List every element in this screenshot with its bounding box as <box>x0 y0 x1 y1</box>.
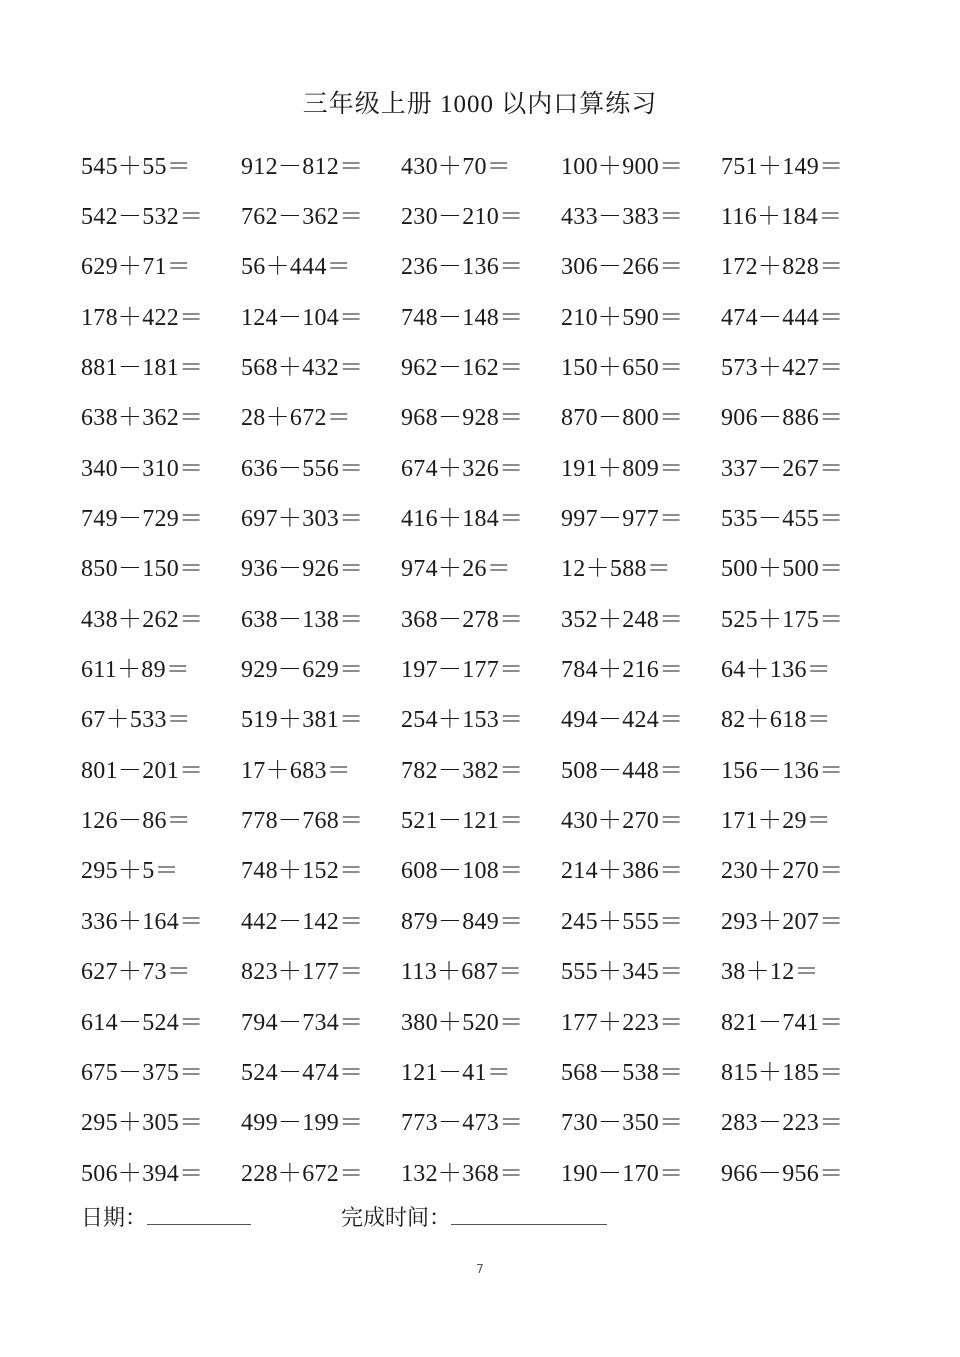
arithmetic-problem: 295＋5＝ <box>81 858 179 885</box>
problem-row <box>81 944 881 994</box>
arithmetic-problem: 474－444＝ <box>721 304 844 331</box>
arithmetic-problem: 380＋520＝ <box>401 1009 524 1036</box>
problem-row <box>81 440 881 490</box>
arithmetic-problem: 730－350＝ <box>561 1110 684 1137</box>
arithmetic-problem: 230＋270＝ <box>721 858 844 885</box>
arithmetic-problem: 638－138＝ <box>241 606 364 633</box>
problem-row <box>81 239 881 289</box>
arithmetic-problem: 336＋164＝ <box>81 908 204 935</box>
arithmetic-problem: 748＋152＝ <box>241 858 364 885</box>
arithmetic-problem: 245＋555＝ <box>561 908 684 935</box>
arithmetic-problem: 116＋184＝ <box>721 204 843 231</box>
problem-row <box>81 1095 881 1145</box>
arithmetic-problem: 132＋368＝ <box>401 1160 524 1187</box>
problem-row <box>81 843 881 893</box>
arithmetic-problem: 801－201＝ <box>81 757 204 784</box>
arithmetic-problem: 881－181＝ <box>81 355 204 382</box>
arithmetic-problem: 573＋427＝ <box>721 355 844 382</box>
arithmetic-problem: 56＋444＝ <box>241 254 352 281</box>
arithmetic-problem: 191＋809＝ <box>561 455 684 482</box>
arithmetic-problem: 749－729＝ <box>81 506 204 533</box>
problem-row <box>81 138 881 188</box>
arithmetic-problem: 611＋89＝ <box>81 657 191 684</box>
completion-time-blank-line[interactable] <box>451 1196 607 1225</box>
arithmetic-problem: 525＋175＝ <box>721 606 844 633</box>
arithmetic-problem: 870－800＝ <box>561 405 684 432</box>
arithmetic-problem: 337－267＝ <box>721 455 844 482</box>
arithmetic-problem: 542－532＝ <box>81 204 204 231</box>
problem-row <box>81 641 881 691</box>
problem-row <box>81 490 881 540</box>
arithmetic-problem: 966－956＝ <box>721 1160 844 1187</box>
arithmetic-problem: 150＋650＝ <box>561 355 684 382</box>
arithmetic-problem: 236－136＝ <box>401 254 524 281</box>
arithmetic-problem: 997－977＝ <box>561 506 684 533</box>
arithmetic-problem: 929－629＝ <box>241 657 364 684</box>
arithmetic-problem: 124－104＝ <box>241 304 364 331</box>
arithmetic-problem: 178＋422＝ <box>81 304 204 331</box>
arithmetic-problem: 368－278＝ <box>401 606 524 633</box>
problem-row <box>81 692 881 742</box>
arithmetic-problem: 906－886＝ <box>721 405 844 432</box>
arithmetic-problem: 614－524＝ <box>81 1009 204 1036</box>
arithmetic-problem: 177＋223＝ <box>561 1009 684 1036</box>
arithmetic-problem: 494－424＝ <box>561 707 684 734</box>
arithmetic-problem: 230－210＝ <box>401 204 524 231</box>
arithmetic-problem: 762－362＝ <box>241 204 364 231</box>
arithmetic-problem: 306－266＝ <box>561 254 684 281</box>
arithmetic-problem: 535－455＝ <box>721 506 844 533</box>
problem-grid <box>81 138 881 1195</box>
arithmetic-problem: 156－136＝ <box>721 757 844 784</box>
problem-row <box>81 1044 881 1094</box>
arithmetic-problem: 190－170＝ <box>561 1160 684 1187</box>
arithmetic-problem: 773－473＝ <box>401 1110 524 1137</box>
arithmetic-problem: 433－383＝ <box>561 204 684 231</box>
arithmetic-problem: 751＋149＝ <box>721 153 844 180</box>
arithmetic-problem: 638＋362＝ <box>81 405 204 432</box>
arithmetic-problem: 936－926＝ <box>241 556 364 583</box>
arithmetic-problem: 100＋900＝ <box>561 153 684 180</box>
arithmetic-problem: 784＋216＝ <box>561 657 684 684</box>
arithmetic-problem: 555＋345＝ <box>561 959 684 986</box>
arithmetic-problem: 568＋432＝ <box>241 355 364 382</box>
problem-row <box>81 1145 881 1195</box>
footer <box>81 1196 607 1232</box>
arithmetic-problem: 545＋55＝ <box>81 153 192 180</box>
arithmetic-problem: 912－812＝ <box>241 153 364 180</box>
arithmetic-problem: 823＋177＝ <box>241 959 364 986</box>
arithmetic-problem: 608－108＝ <box>401 858 524 885</box>
arithmetic-problem: 519＋381＝ <box>241 707 364 734</box>
arithmetic-problem: 293＋207＝ <box>721 908 844 935</box>
problem-row <box>81 994 881 1044</box>
arithmetic-problem: 674＋326＝ <box>401 455 524 482</box>
date-blank-line[interactable] <box>147 1196 251 1225</box>
arithmetic-problem: 171＋29＝ <box>721 808 832 835</box>
problem-row <box>81 792 881 842</box>
problem-row <box>81 188 881 238</box>
problem-row <box>81 893 881 943</box>
arithmetic-problem: 28＋672＝ <box>241 405 352 432</box>
arithmetic-problem: 794－734＝ <box>241 1009 364 1036</box>
arithmetic-problem: 521－121＝ <box>401 808 524 835</box>
arithmetic-problem: 442－142＝ <box>241 908 364 935</box>
arithmetic-problem: 12＋588＝ <box>561 556 672 583</box>
page-number: 7 <box>476 1262 484 1276</box>
arithmetic-problem: 430＋270＝ <box>561 808 684 835</box>
arithmetic-problem: 524－474＝ <box>241 1059 364 1086</box>
arithmetic-problem: 38＋12＝ <box>721 959 819 986</box>
date-label: 日期： <box>81 1206 148 1231</box>
arithmetic-problem: 962－162＝ <box>401 355 524 382</box>
arithmetic-problem: 126－86＝ <box>81 808 192 835</box>
arithmetic-problem: 500＋500＝ <box>721 556 844 583</box>
arithmetic-problem: 352＋248＝ <box>561 606 684 633</box>
arithmetic-problem: 850－150＝ <box>81 556 204 583</box>
arithmetic-problem: 17＋683＝ <box>241 757 352 784</box>
arithmetic-problem: 508－448＝ <box>561 757 684 784</box>
arithmetic-problem: 340－310＝ <box>81 455 204 482</box>
arithmetic-problem: 214＋386＝ <box>561 858 684 885</box>
arithmetic-problem: 748－148＝ <box>401 304 524 331</box>
arithmetic-problem: 499－199＝ <box>241 1110 364 1137</box>
arithmetic-problem: 416＋184＝ <box>401 506 524 533</box>
arithmetic-problem: 629＋71＝ <box>81 254 192 281</box>
arithmetic-problem: 778－768＝ <box>241 808 364 835</box>
problem-row <box>81 591 881 641</box>
arithmetic-problem: 974＋26＝ <box>401 556 512 583</box>
arithmetic-problem: 113＋687＝ <box>401 959 523 986</box>
page-title: 三年级上册 1000 以内口算练习 <box>302 91 658 118</box>
problem-row <box>81 289 881 339</box>
arithmetic-problem: 254＋153＝ <box>401 707 524 734</box>
problem-row <box>81 339 881 389</box>
arithmetic-problem: 283－223＝ <box>721 1110 844 1137</box>
arithmetic-problem: 121－41＝ <box>401 1059 512 1086</box>
arithmetic-problem: 627＋73＝ <box>81 959 192 986</box>
problem-row <box>81 390 881 440</box>
arithmetic-problem: 879－849＝ <box>401 908 524 935</box>
arithmetic-problem: 82＋618＝ <box>721 707 832 734</box>
arithmetic-problem: 821－741＝ <box>721 1009 844 1036</box>
arithmetic-problem: 438＋262＝ <box>81 606 204 633</box>
arithmetic-problem: 568－538＝ <box>561 1059 684 1086</box>
arithmetic-problem: 210＋590＝ <box>561 304 684 331</box>
arithmetic-problem: 228＋672＝ <box>241 1160 364 1187</box>
arithmetic-problem: 506＋394＝ <box>81 1160 204 1187</box>
arithmetic-problem: 430＋70＝ <box>401 153 512 180</box>
arithmetic-problem: 197－177＝ <box>401 657 524 684</box>
arithmetic-problem: 815＋185＝ <box>721 1059 844 1086</box>
problem-row <box>81 742 881 792</box>
arithmetic-problem: 675－375＝ <box>81 1059 204 1086</box>
arithmetic-problem: 67＋533＝ <box>81 707 192 734</box>
arithmetic-problem: 172＋828＝ <box>721 254 844 281</box>
arithmetic-problem: 782－382＝ <box>401 757 524 784</box>
completion-time-label: 完成时间： <box>341 1206 452 1231</box>
arithmetic-problem: 636－556＝ <box>241 455 364 482</box>
arithmetic-problem: 295＋305＝ <box>81 1110 204 1137</box>
arithmetic-problem: 968－928＝ <box>401 405 524 432</box>
problem-row <box>81 541 881 591</box>
arithmetic-problem: 697＋303＝ <box>241 506 364 533</box>
arithmetic-problem: 64＋136＝ <box>721 657 832 684</box>
